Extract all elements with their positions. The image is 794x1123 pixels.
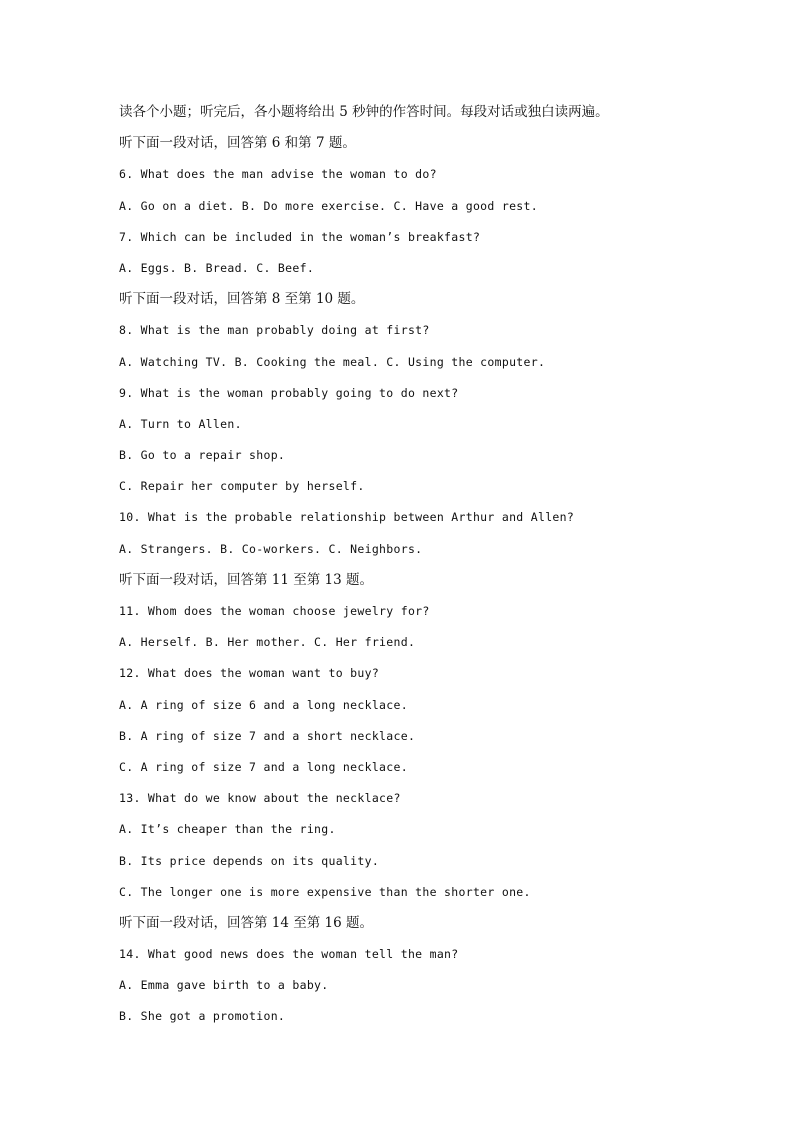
question-12-option-c: C. A ring of size 7 and a long necklace. [119, 759, 408, 774]
question-11: 11. Whom does the woman choose jewelry for? [119, 604, 430, 618]
question-7-options: A. Eggs. B. Bread. C. Beef. [119, 260, 315, 275]
section-heading: 听下面一段对话，回答第 11 至第 13 题。 [119, 571, 374, 588]
question-8-options: A. Watching TV. B. Cooking the meal. C. Using the computer. [119, 354, 546, 369]
question-14: 14. What good news does the woman tell the man? [119, 947, 459, 962]
question-14-option-b: B. She got a promotion. [119, 1009, 286, 1024]
instruction-text: 读各个小题；听完后，各小题将给出 5 秒钟的作答时间。每段对话或独白读两遍。 [119, 104, 609, 120]
section-heading: 听下面一段对话，回答第 14 至第 16 题。 [119, 914, 374, 931]
section-heading: 听下面一段对话，回答第 6 和第 7 题。 [119, 135, 356, 152]
question-13-option-c: C. The longer one is more expensive than the shorter one. [119, 884, 531, 899]
question-9-option-a: A. Turn to Allen. [119, 416, 242, 431]
question-9-option-c: C. Repair her computer by herself. [119, 479, 365, 494]
question-13: 13. What do we know about the necklace? [119, 791, 401, 806]
question-10: 10. What is the probable relationship between Arthur and Allen? [119, 510, 575, 525]
question-6: 6. What does the man advise the woman to do? [119, 167, 437, 182]
question-12: 12. What does the woman want to buy? [119, 666, 380, 681]
question-12-option-a: A. A ring of size 6 and a long necklace. [119, 697, 408, 712]
question-12-option-b: B. A ring of size 7 and a short necklace. [119, 728, 416, 743]
document-body [119, 101, 759, 1037]
question-11-options: A. Herself. B. Her mother. C. Her friend. [119, 635, 416, 650]
question-7: 7. Which can be included in the woman’s breakfast? [119, 229, 481, 244]
question-14-option-a: A. Emma gave birth to a baby. [119, 978, 329, 993]
question-13-option-a: A. It’s cheaper than the ring. [119, 822, 336, 837]
question-9: 9. What is the woman probably going to do next? [119, 385, 459, 400]
section-heading: 听下面一段对话，回答第 8 至第 10 题。 [119, 291, 365, 308]
question-8: 8. What is the man probably doing at first? [119, 323, 430, 338]
question-9-option-b: B. Go to a repair shop. [119, 448, 286, 463]
question-10-options: A. Strangers. B. Co-workers. C. Neighbors. [119, 541, 423, 556]
question-13-option-b: B. Its price depends on its quality. [119, 853, 380, 868]
question-6-options: A. Go on a diet. B. Do more exercise. C. Have a good rest. [119, 198, 538, 213]
